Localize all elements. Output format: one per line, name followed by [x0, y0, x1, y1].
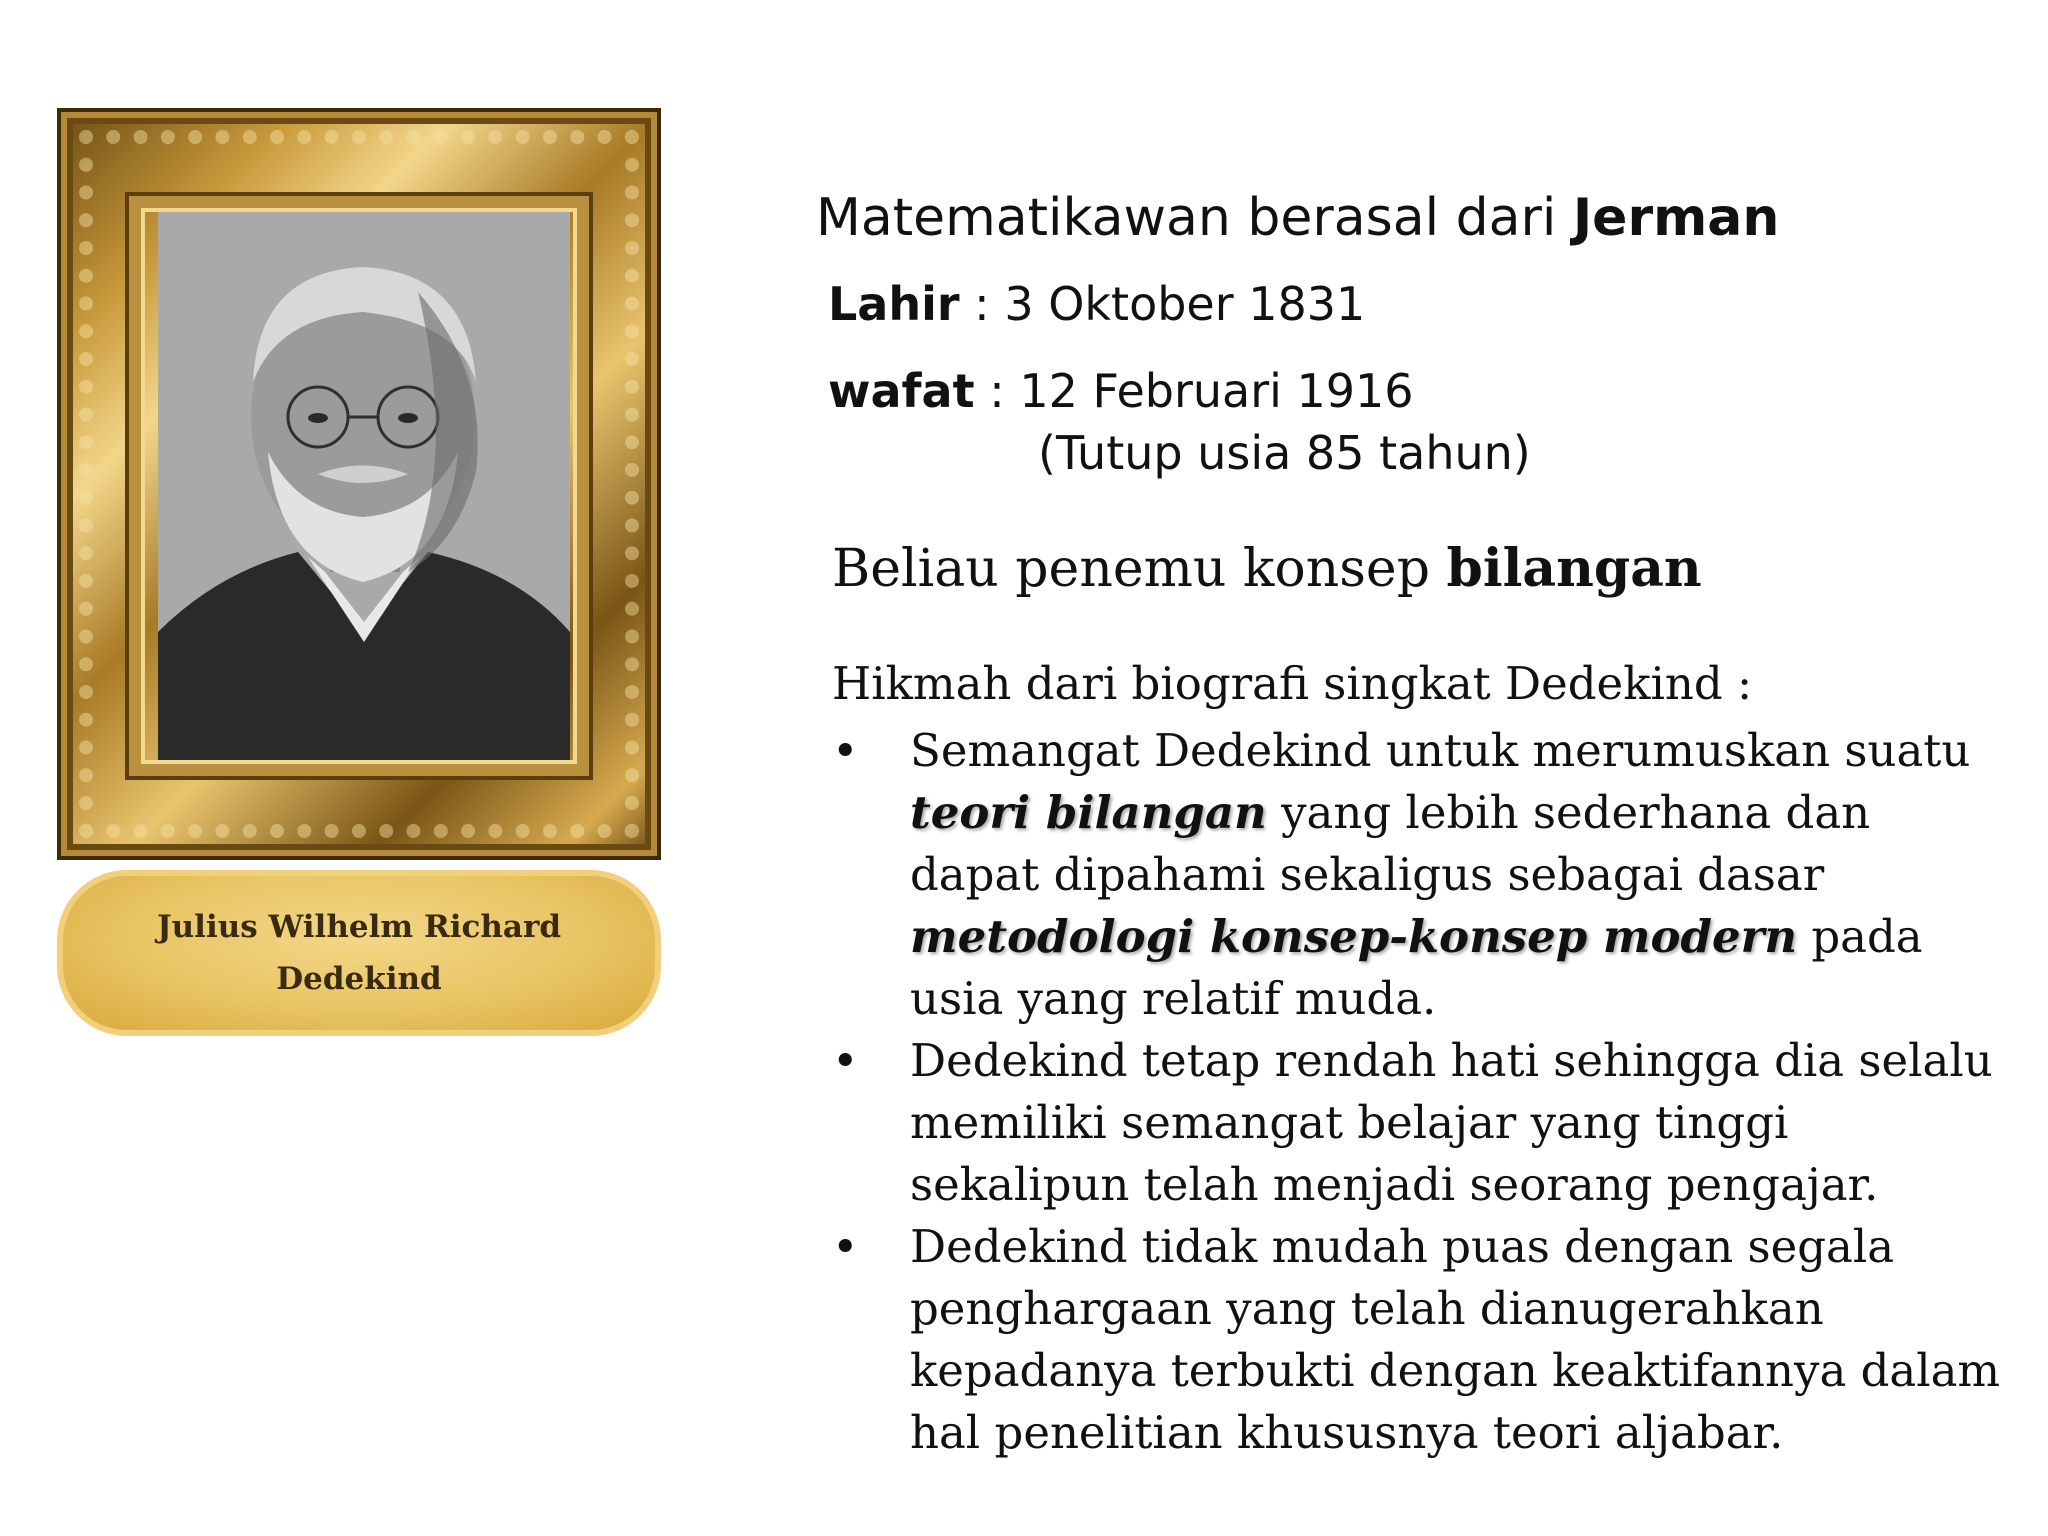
discovery-prefix: Beliau penemu konsep	[832, 539, 1447, 599]
lesson-1-text-b: yang lebih sederhana dan dapat dipahami sekaligus sebagai dasar	[910, 786, 1871, 901]
list-item	[832, 1030, 2012, 1216]
lesson-1-emphasis-a: teori bilangan	[910, 786, 1267, 839]
origin-country: Jerman	[1572, 188, 1780, 248]
portrait-photo	[158, 212, 570, 760]
birth-label: Lahir	[828, 277, 960, 331]
nameplate-text	[99, 901, 619, 1005]
nameplate	[57, 870, 661, 1036]
birth-sep: :	[959, 277, 1005, 331]
origin-line	[816, 188, 1779, 248]
nameplate-line1: Julius Wilhelm Richard	[156, 909, 562, 945]
lessons-list	[832, 720, 2012, 1464]
birth-value: 3 Oktober 1831	[1004, 277, 1366, 331]
age-note: (Tutup usia 85 tahun)	[1038, 426, 1531, 480]
death-label: wafat	[828, 364, 975, 418]
lesson-1-text-a: Semangat Dedekind untuk merumuskan suatu	[910, 724, 1971, 777]
discovery-line	[832, 538, 1702, 599]
death-line	[828, 364, 1414, 418]
lessons-heading: Hikmah dari biografi singkat Dedekind :	[832, 657, 1753, 710]
discovery-concept: bilangan	[1446, 538, 1702, 599]
lesson-1-emphasis-b: metodologi konsep-konsep modern	[910, 910, 1798, 963]
nameplate-line2: Dedekind	[276, 961, 442, 997]
bullet-dot: •	[832, 1220, 859, 1273]
origin-prefix: Matematikawan berasal dari	[816, 188, 1573, 248]
list-item	[832, 720, 2012, 1030]
list-item	[832, 1216, 2012, 1464]
death-value: 12 Februari 1916	[1019, 364, 1414, 418]
lesson-3-text: Dedekind tidak mudah puas dengan segala penghargaan yang telah dianugerahkan kepadanya terbukti dengan keaktifannya dalam hal penelitian khususnya teori aljabar.	[910, 1220, 2001, 1459]
birth-line	[828, 277, 1365, 331]
lesson-2-text: Dedekind tetap rendah hati sehingga dia selalu memiliki semangat belajar yang tinggi sekalipun telah menjadi seorang pengajar.	[910, 1034, 1993, 1211]
bullet-dot: •	[832, 724, 859, 777]
lesson-1-text-c: pada usia yang relatif muda.	[910, 910, 1923, 1025]
death-sep: :	[974, 364, 1020, 418]
bullet-dot: •	[832, 1034, 859, 1087]
